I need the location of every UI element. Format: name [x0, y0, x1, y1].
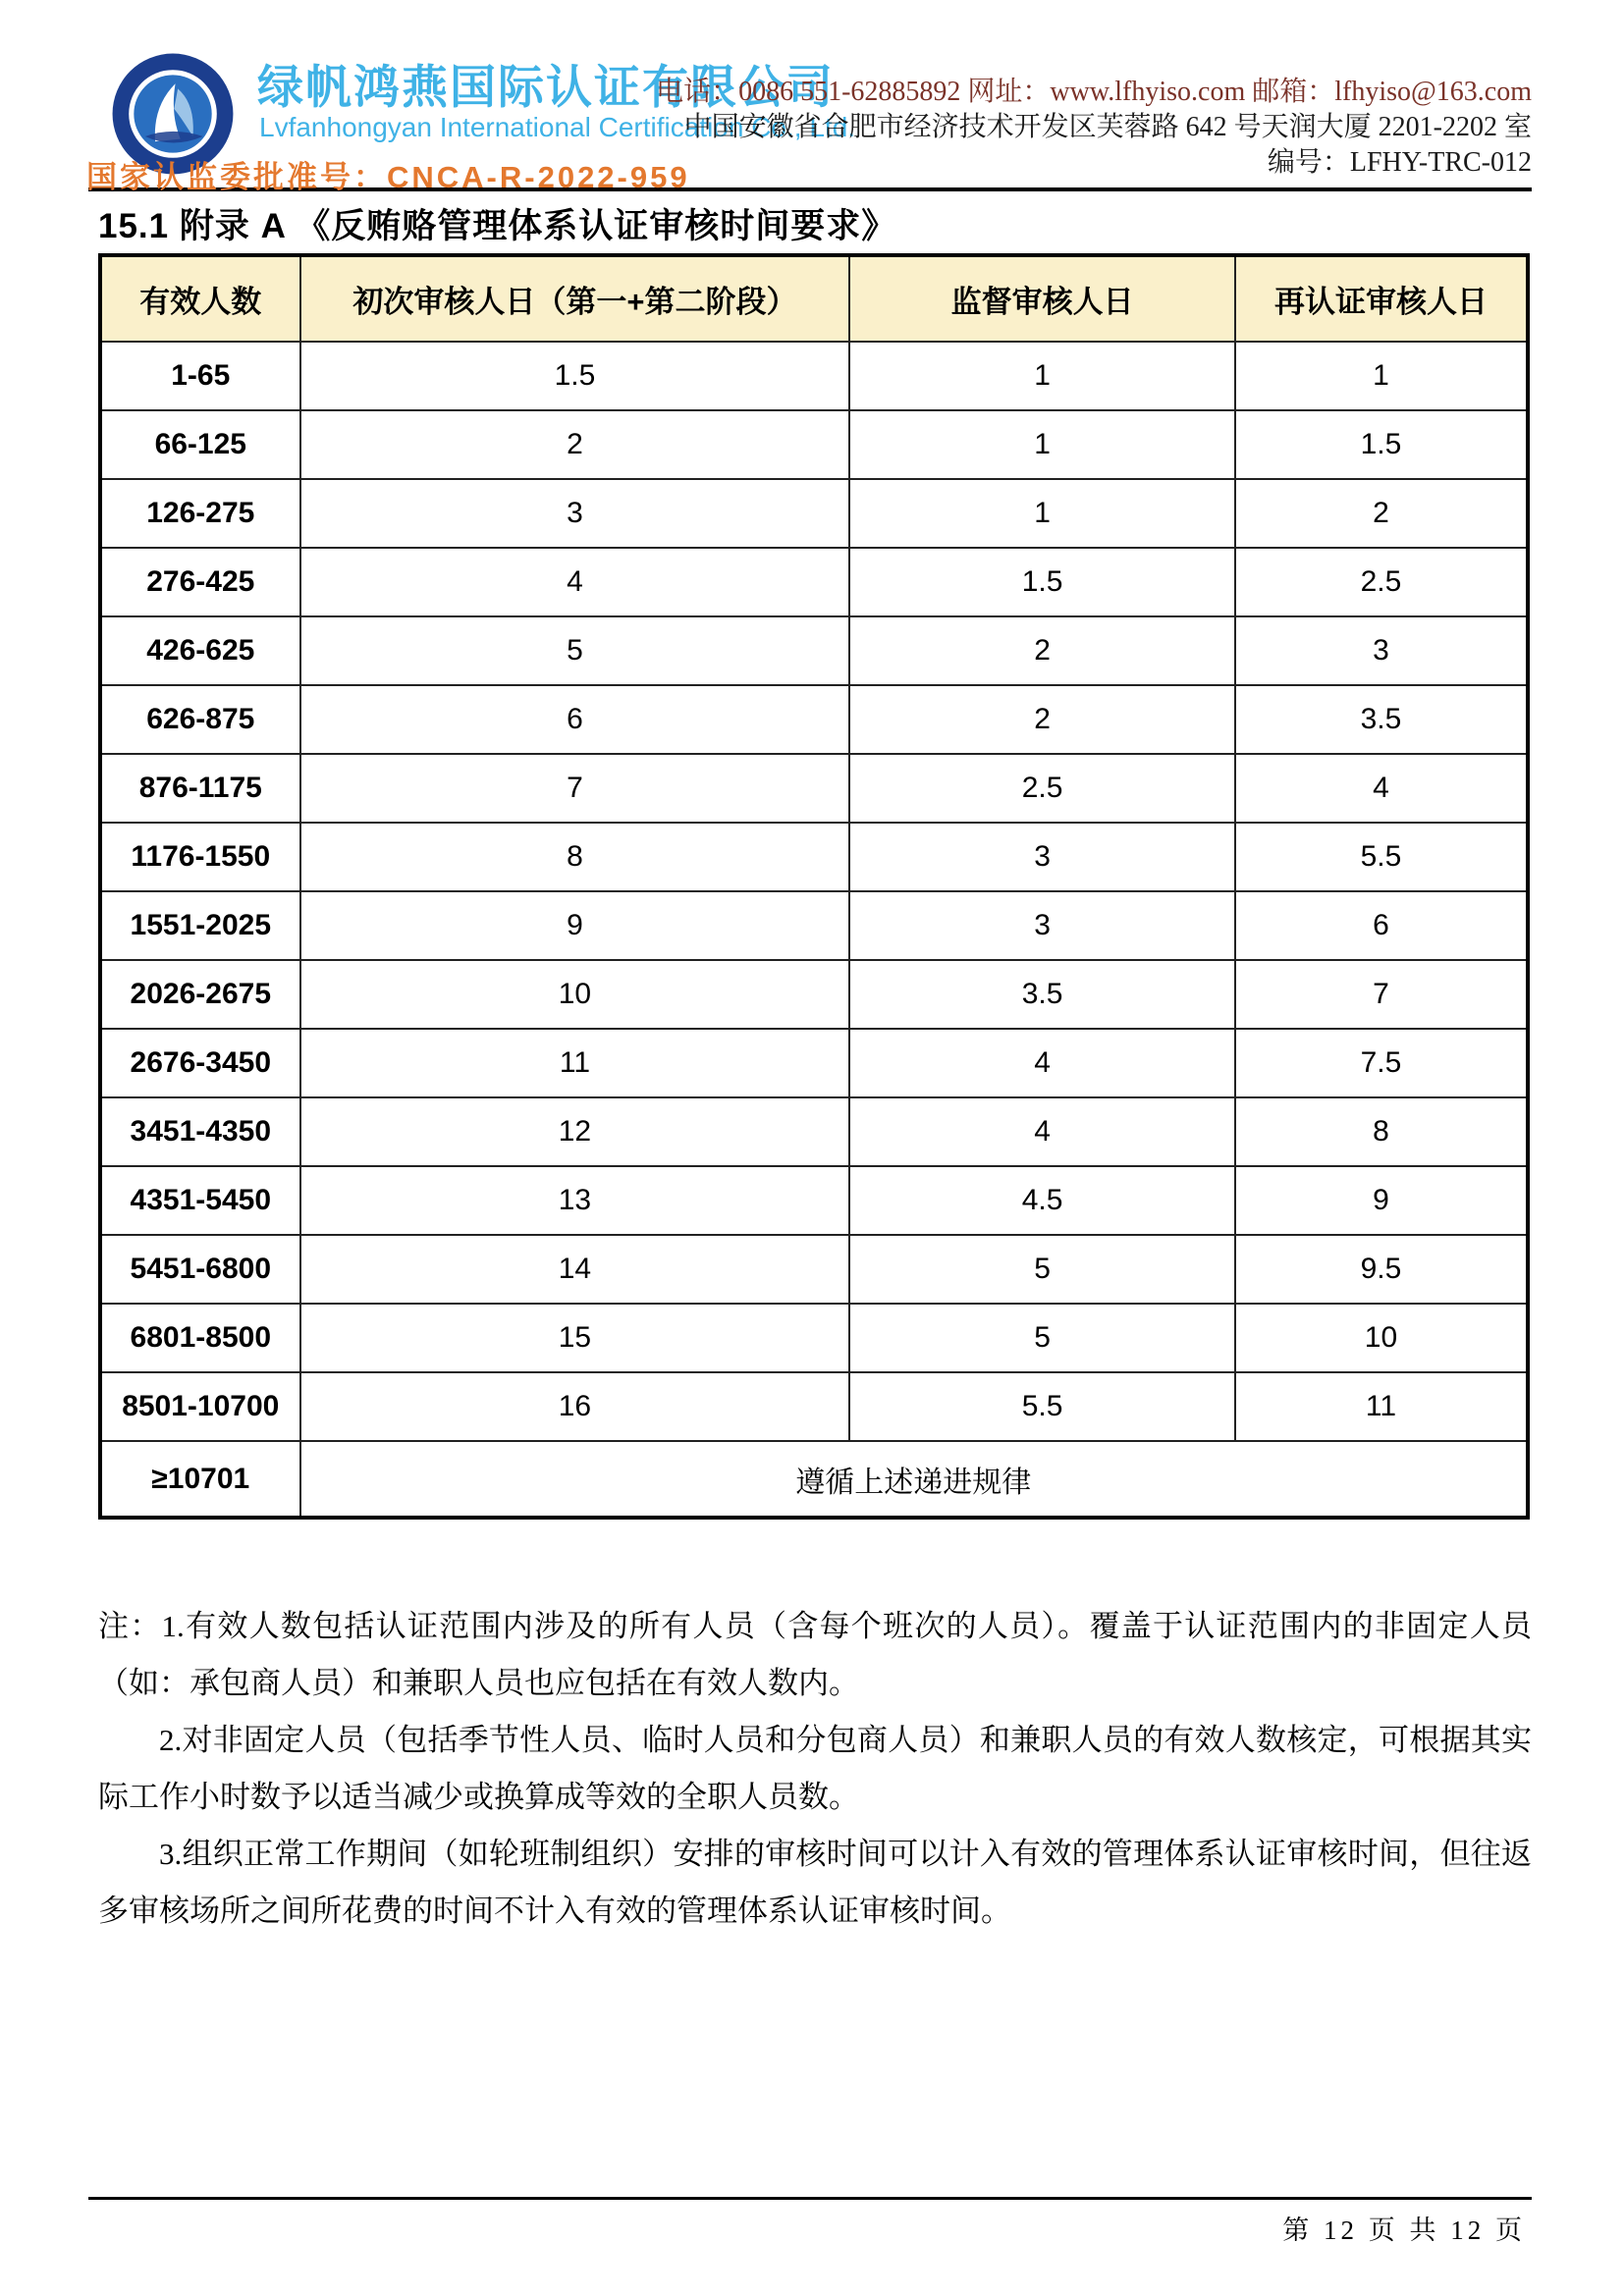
- approval-number: 国家认监委批准号：CNCA-R-2022-959: [86, 160, 690, 194]
- cell-range: 4351-5450: [100, 1166, 300, 1235]
- cell-surveillance-audit-days: 4: [849, 1097, 1235, 1166]
- table-row: [100, 1029, 1528, 1097]
- cell-range: 66-125: [100, 410, 300, 479]
- audit-time-table: [98, 253, 1530, 1520]
- cell-initial-audit-days: 3: [300, 479, 850, 548]
- footer-divider: [88, 2197, 1532, 2200]
- cell-surveillance-audit-days: 3: [849, 823, 1235, 891]
- contact-phone-web-email: 电话：0086 551-62885892 网址：www.lfhyiso.com 邮箱：lfhyiso@163.com: [656, 77, 1532, 107]
- cell-range: 2676-3450: [100, 1029, 300, 1097]
- table-row: [100, 891, 1528, 960]
- table-row: [100, 1235, 1528, 1304]
- cell-recert-audit-days: 8: [1235, 1097, 1528, 1166]
- cell-recert-audit-days: 7: [1235, 960, 1528, 1029]
- cell-surveillance-audit-days: 3: [849, 891, 1235, 960]
- cell-initial-audit-days: 4: [300, 548, 850, 616]
- table-row: [100, 342, 1528, 410]
- cell-recert-audit-days: 3.5: [1235, 685, 1528, 754]
- note-1: 注：1.有效人数包括认证范围内涉及的所有人员（含每个班次的人员）。覆盖于认证范围内的非固定人员（如：承包商人员）和兼职人员也应包括在有效人数内。: [98, 1609, 1532, 1700]
- cell-recert-audit-days: 2.5: [1235, 548, 1528, 616]
- cell-surveillance-audit-days: 1.5: [849, 548, 1235, 616]
- table-row: [100, 548, 1528, 616]
- cell-recert-audit-days: 5.5: [1235, 823, 1528, 891]
- cell-surveillance-audit-days: 1: [849, 342, 1235, 410]
- cell-initial-audit-days: 13: [300, 1166, 850, 1235]
- table-body: [100, 342, 1528, 1441]
- cell-surveillance-audit-days: 4.5: [849, 1166, 1235, 1235]
- cell-initial-audit-days: 16: [300, 1372, 850, 1441]
- table-row: [100, 1166, 1528, 1235]
- table-row: [100, 1372, 1528, 1441]
- cell-surveillance-audit-days: 4: [849, 1029, 1235, 1097]
- cell-recert-audit-days: 11: [1235, 1372, 1528, 1441]
- table-row: [100, 616, 1528, 685]
- col-header-effective-persons: 有效人数: [100, 255, 300, 342]
- cell-initial-audit-days: 5: [300, 616, 850, 685]
- company-name-cn: 绿帆鸿燕国际认证有限公司: [257, 61, 835, 113]
- cell-surveillance-audit-days: 2: [849, 685, 1235, 754]
- cell-recert-audit-days: 9: [1235, 1166, 1528, 1235]
- cell-surveillance-audit-days: 1: [849, 479, 1235, 548]
- cell-range: 626-875: [100, 685, 300, 754]
- cell-surveillance-audit-days: 5: [849, 1304, 1235, 1372]
- cell-initial-audit-days: 10: [300, 960, 850, 1029]
- cell-surveillance-audit-days: 3.5: [849, 960, 1235, 1029]
- table-row: [100, 1097, 1528, 1166]
- cell-recert-audit-days: 3: [1235, 616, 1528, 685]
- cell-range: 1-65: [100, 342, 300, 410]
- table-row-last: [100, 1441, 1528, 1518]
- cell-initial-audit-days: 8: [300, 823, 850, 891]
- cell-initial-audit-days: 6: [300, 685, 850, 754]
- cell-recert-audit-days: 6: [1235, 891, 1528, 960]
- cell-recert-audit-days: 10: [1235, 1304, 1528, 1372]
- cell-recert-audit-days: 7.5: [1235, 1029, 1528, 1097]
- table-row: [100, 754, 1528, 823]
- cell-range: 1176-1550: [100, 823, 300, 891]
- letterhead: [86, 49, 1532, 194]
- table-header: [100, 255, 1528, 342]
- cell-range: 126-275: [100, 479, 300, 548]
- col-header-surveillance-audit: 监督审核人日: [849, 255, 1235, 342]
- cell-surveillance-audit-days: 5: [849, 1235, 1235, 1304]
- page-title: 15.1 附录 A 《反贿赂管理体系认证审核时间要求》: [98, 207, 897, 245]
- cell-range: 426-625: [100, 616, 300, 685]
- cell-range: 2026-2675: [100, 960, 300, 1029]
- notes-section: [98, 1598, 1532, 1940]
- cell-range: 276-425: [100, 548, 300, 616]
- table-row: [100, 479, 1528, 548]
- table-row: [100, 410, 1528, 479]
- cell-recert-audit-days: 2: [1235, 479, 1528, 548]
- cell-range: 1551-2025: [100, 891, 300, 960]
- cell-progression-note: 遵循上述递进规律: [300, 1441, 1528, 1518]
- cell-surveillance-audit-days: 2: [849, 616, 1235, 685]
- document-number: 编号：LFHY-TRC-012: [1267, 147, 1532, 178]
- cell-recert-audit-days: 4: [1235, 754, 1528, 823]
- table-row: [100, 960, 1528, 1029]
- cell-range: 876-1175: [100, 754, 300, 823]
- col-header-recert-audit: 再认证审核人日: [1235, 255, 1528, 342]
- col-header-initial-audit: 初次审核人日（第一+第二阶段）: [300, 255, 850, 342]
- cell-initial-audit-days: 2: [300, 410, 850, 479]
- cell-surveillance-audit-days: 1: [849, 410, 1235, 479]
- cell-initial-audit-days: 9: [300, 891, 850, 960]
- cell-range: 5451-6800: [100, 1235, 300, 1304]
- cell-initial-audit-days: 12: [300, 1097, 850, 1166]
- page-number: 第 12 页 共 12 页: [1282, 2216, 1526, 2245]
- note-3: 3.组织正常工作期间（如轮班制组织）安排的审核时间可以计入有效的管理体系认证审核时间，但往返多审核场所之间所花费的时间不计入有效的管理体系认证审核时间。: [98, 1837, 1532, 1928]
- table-row: [100, 685, 1528, 754]
- cell-initial-audit-days: 7: [300, 754, 850, 823]
- cell-surveillance-audit-days: 5.5: [849, 1372, 1235, 1441]
- cell-range: 3451-4350: [100, 1097, 300, 1166]
- cell-surveillance-audit-days: 2.5: [849, 754, 1235, 823]
- company-address: 中国安徽省合肥市经济技术开发区芙蓉路 642 号天润大厦 2201-2202 室: [683, 112, 1532, 142]
- cell-range: 6801-8500: [100, 1304, 300, 1372]
- contact-block: [656, 75, 1532, 181]
- cell-recert-audit-days: 9.5: [1235, 1235, 1528, 1304]
- cell-initial-audit-days: 14: [300, 1235, 850, 1304]
- table-row: [100, 1304, 1528, 1372]
- company-name-en: Lvfanhongyan International Certification Co., Ltd.: [259, 112, 856, 142]
- cell-range: 8501-10700: [100, 1372, 300, 1441]
- table-row: [100, 823, 1528, 891]
- cell-range: ≥10701: [100, 1441, 300, 1518]
- cell-initial-audit-days: 1.5: [300, 342, 850, 410]
- cell-recert-audit-days: 1: [1235, 342, 1528, 410]
- cell-initial-audit-days: 15: [300, 1304, 850, 1372]
- note-2: 2.对非固定人员（包括季节性人员、临时人员和分包商人员）和兼职人员的有效人数核定，可根据其实际工作小时数予以适当减少或换算成等效的全职人员数。: [98, 1723, 1532, 1814]
- cell-recert-audit-days: 1.5: [1235, 410, 1528, 479]
- cell-initial-audit-days: 11: [300, 1029, 850, 1097]
